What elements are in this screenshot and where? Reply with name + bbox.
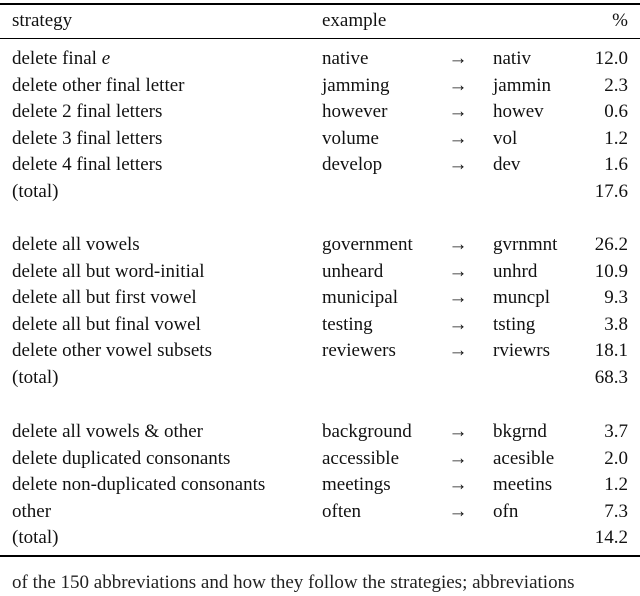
result-cell: bkgrnd [493,421,547,442]
arrow-icon: → [448,313,468,335]
total-row [0,525,640,551]
header-strategy: strategy [12,10,73,31]
example-cell: government [322,234,413,255]
table-row [0,499,640,525]
percent-cell: 7.3 [604,500,628,522]
arrow-icon: → [448,287,468,308]
percent-cell: 18.1 [594,340,628,361]
result-cell: meetins [493,474,553,495]
result-cell: vol [493,127,518,149]
total-value: 17.6 [594,180,628,202]
header-example: example [322,10,387,31]
header-percent: % [612,10,628,31]
caption-fragment: of the 150 abbreviations and how they follow the strategies; abbreviations [12,572,575,593]
arrow-icon: → [448,474,468,495]
table-row [0,338,640,364]
arrow-icon: → [448,340,468,361]
percent-cell: 0.6 [604,101,628,122]
strategy-cell: delete 4 final letters [12,154,163,175]
example-cell: municipal [322,287,398,308]
total-row [0,365,640,391]
strategy-cell: delete all but first vowel [12,287,197,308]
strategy-cell: delete all vowels [12,234,140,255]
table-row [0,419,640,445]
table-row [0,285,640,311]
rule-mid [0,38,640,39]
result-cell: tsting [493,313,536,335]
example-cell: testing [322,313,373,335]
table-row [0,73,640,99]
arrow-icon: → [448,500,468,522]
total-label: (total) [12,366,59,388]
table-row [0,126,640,152]
percent-cell: 12.0 [594,48,628,69]
table-row [0,152,640,178]
example-cell: volume [322,127,379,149]
table-row [0,472,640,498]
percent-cell: 1.2 [604,474,628,495]
percent-cell: 26.2 [594,234,628,255]
total-row [0,179,640,205]
total-value: 68.3 [594,366,628,388]
percent-cell: 1.2 [604,127,628,149]
total-label: (total) [12,180,59,202]
strategy-cell: delete non-duplicated consonants [12,474,266,495]
result-cell: jammin [493,74,552,96]
arrow-icon: → [448,48,468,69]
table-row [0,99,640,125]
strategy-cell: delete other final letter [12,74,185,96]
example-cell: accessible [322,447,400,469]
result-cell: unhrd [493,260,538,282]
example-cell: often [322,500,362,522]
example-cell: jamming [322,74,390,96]
strategy-cell: delete all but final vowel [12,313,201,335]
rule-top [0,3,640,5]
example-cell: background [322,421,412,442]
result-cell: nativ [493,48,531,69]
result-cell: dev [493,154,521,175]
table-row [0,259,640,285]
rule-bottom [0,555,640,557]
example-cell: unheard [322,260,384,282]
arrow-icon: → [448,127,468,149]
strategy-cell: delete all but word-initial [12,260,205,282]
arrow-icon: → [448,74,468,96]
example-cell: native [322,48,369,69]
result-cell: muncpl [493,287,550,308]
table-row [0,232,640,258]
percent-cell: 3.8 [604,313,628,335]
result-cell: acesible [493,447,555,469]
strategy-cell: delete duplicated consonants [12,447,231,469]
table-header [0,8,640,34]
result-cell: rviewrs [493,340,550,361]
table-row [0,312,640,338]
percent-cell: 2.3 [604,74,628,96]
strategy-italic: e [101,48,111,69]
arrow-icon: → [448,260,468,282]
strategy-cell: delete 2 final letters [12,101,163,122]
strategy-cell: delete other vowel subsets [12,340,212,361]
example-cell: however [322,101,388,122]
percent-cell: 9.3 [604,287,628,308]
result-cell: howev [493,101,544,122]
arrow-icon: → [448,154,468,175]
strategy-text: delete final [12,48,102,69]
example-cell: reviewers [322,340,396,361]
arrow-icon: → [448,234,468,255]
total-label: (total) [12,527,59,548]
table-row [0,46,640,72]
arrow-icon: → [448,101,468,122]
percent-cell: 10.9 [594,260,628,282]
percent-cell: 2.0 [604,447,628,469]
strategy-cell: delete all vowels & other [12,421,203,442]
table-row [0,446,640,472]
result-cell: ofn [493,500,519,522]
percent-cell: 1.6 [604,154,628,175]
example-cell: develop [322,154,383,175]
percent-cell: 3.7 [604,421,628,442]
arrow-icon: → [448,447,468,469]
arrow-icon: → [448,421,468,442]
example-cell: meetings [322,474,391,495]
strategy-cell: other [12,500,52,522]
strategy-cell: delete 3 final letters [12,127,163,149]
strategy-cell [12,46,110,72]
result-cell: gvrnmnt [493,234,558,255]
total-value: 14.2 [594,527,628,548]
